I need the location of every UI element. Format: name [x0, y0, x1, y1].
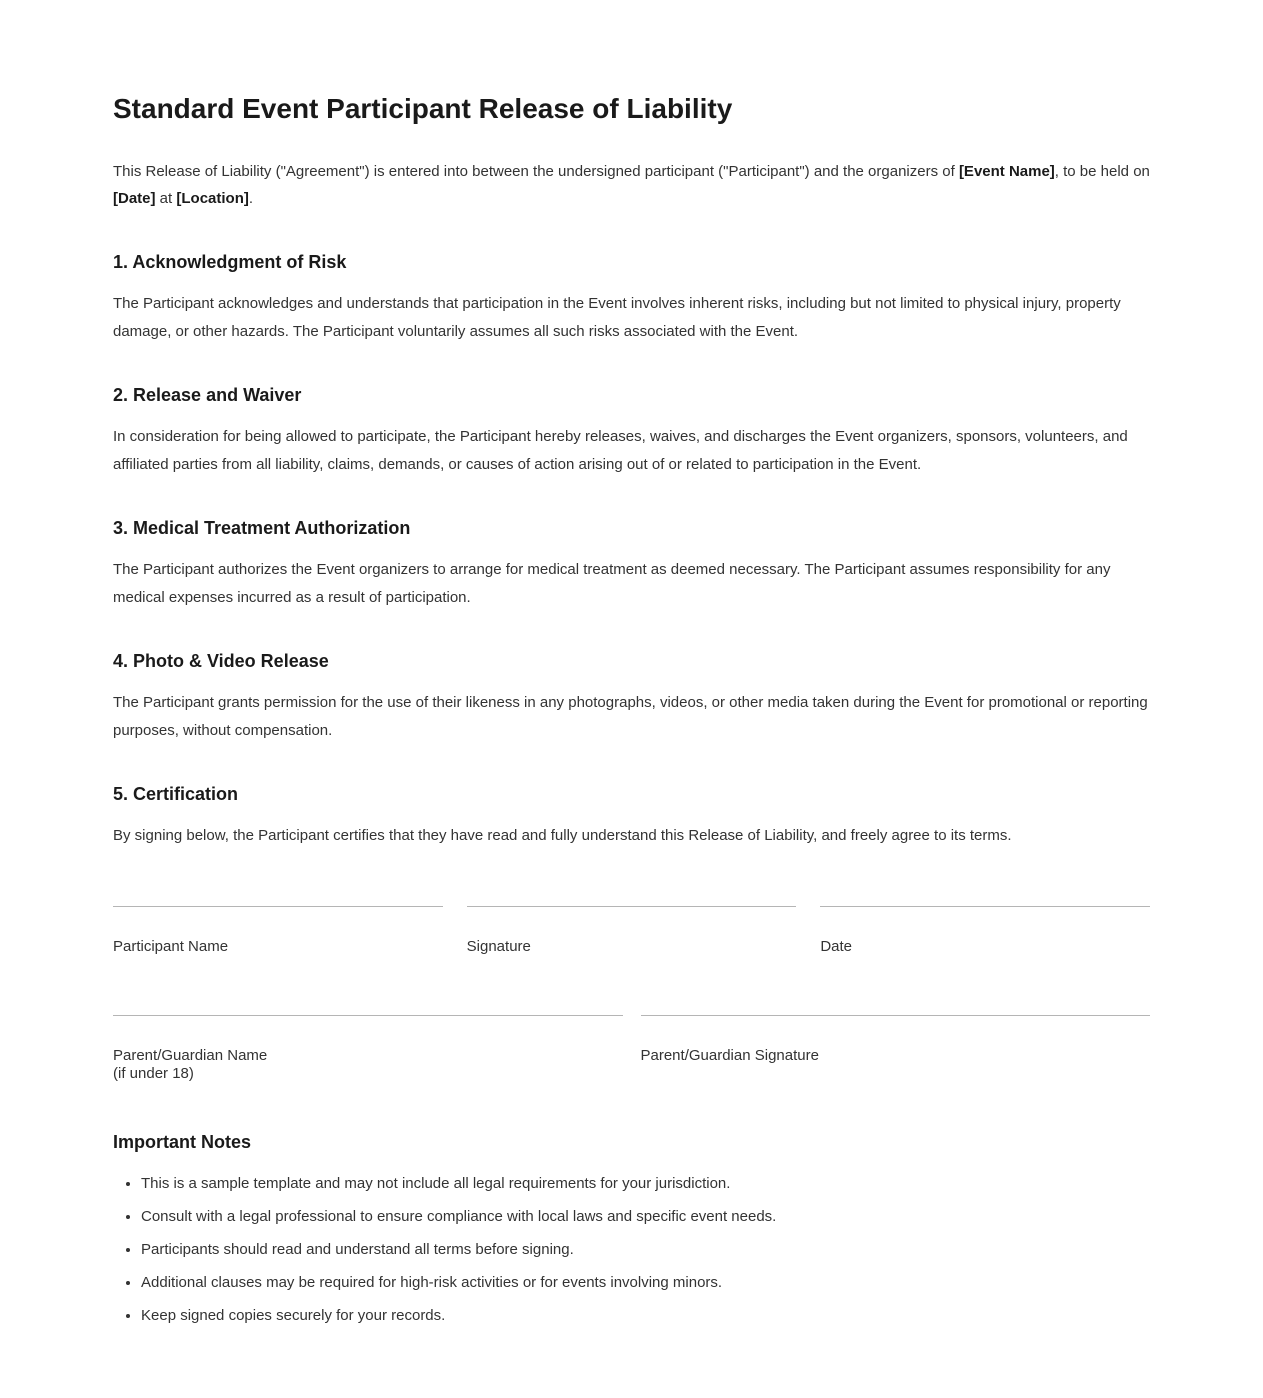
participant-name-label: Participant Name	[113, 937, 229, 955]
guardian-name-sublabel: (if under 18)	[113, 1065, 194, 1083]
note-item: • This is a sample template and may not include all legal requirements for your jurisdiction.	[141, 1173, 1150, 1194]
section-heading: 5. Certification	[113, 783, 239, 804]
section-body: By signing below, the Participant certifies that they have read and fully understand this Release of Liability, and freely agree to its terms.	[113, 827, 1012, 845]
section-body: The Participant acknowledges and understands that participation in the Event involves inherent risks, including but not limited to physical injury, property damage, or other hazards. The Participant voluntarily assumes all such risks associated with the Event.	[113, 295, 1121, 341]
section-certification	[113, 783, 1150, 850]
date-placeholder: [Date]	[113, 190, 156, 208]
section-photo-video-release	[113, 650, 1150, 745]
intro-text-3: at	[155, 190, 177, 208]
event-name-placeholder: [Event Name]	[958, 162, 1055, 180]
section-heading: 4. Photo & Video Release	[113, 650, 329, 671]
section-medical-treatment-authorization	[113, 517, 1150, 612]
section-release-and-waiver	[113, 384, 1150, 479]
section-heading: 3. Medical Treatment Authorization	[113, 517, 411, 538]
section-body: The Participant grants permission for the use of their likeness in any photographs, videos, or other media taken during the Event for promotional or reporting purposes, without compensation.	[113, 694, 1148, 739]
note-item: • Additional clauses may be required for high-risk activities or for events involving minors.	[141, 1272, 1150, 1293]
section-acknowledgment-of-risk	[113, 251, 1150, 346]
intro-text-2: , to be held on	[1054, 162, 1150, 180]
signature-row-2	[113, 1015, 1150, 1085]
signature-label: Signature	[466, 937, 531, 955]
location-placeholder: [Location]	[176, 190, 249, 208]
date-line	[820, 906, 1150, 957]
section-body: The Participant authorizes the Event organizers to arrange for medical treatment as deemed necessary. The Participant assumes responsibility for any medical expenses incurred as a result of participation.	[113, 561, 1111, 607]
guardian-signature-line	[641, 1015, 1151, 1085]
participant-name-signature-line	[113, 906, 443, 957]
important-notes-list	[113, 1173, 1150, 1326]
signature-row-1	[113, 906, 1150, 957]
guardian-signature-label: Parent/Guardian Signature	[640, 1046, 819, 1064]
important-notes-heading: Important Notes	[113, 1132, 252, 1153]
signature-line	[467, 906, 797, 957]
section-heading: 2. Release and Waiver	[113, 384, 302, 405]
document-title: Standard Event Participant Release of Liability	[113, 93, 733, 124]
intro-text-4: .	[248, 190, 254, 208]
guardian-name-label: Parent/Guardian Name	[113, 1046, 268, 1064]
section-heading: 1. Acknowledgment of Risk	[113, 252, 347, 273]
note-item: • Participants should read and understand all terms before signing.	[141, 1239, 1150, 1260]
important-notes-section	[113, 1132, 1150, 1326]
intro-text-1: This Release of Liability ("Agreement") is entered into between the undersigned participant ("Participant") and the organizers of	[113, 162, 959, 180]
guardian-name-signature-line	[113, 1015, 623, 1085]
note-item: • Keep signed copies securely for your records.	[141, 1305, 1150, 1326]
note-item: • Consult with a legal professional to ensure compliance with local laws and specific event needs.	[141, 1206, 1150, 1227]
date-label: Date	[820, 937, 853, 955]
section-body: In consideration for being allowed to participate, the Participant hereby releases, waives, and discharges the Event organizers, sponsors, volunteers, and affiliated parties from all liability, claims, demands, or causes of action arising out of or related to participation in the Event.	[113, 428, 1128, 474]
intro-paragraph	[113, 158, 1150, 214]
